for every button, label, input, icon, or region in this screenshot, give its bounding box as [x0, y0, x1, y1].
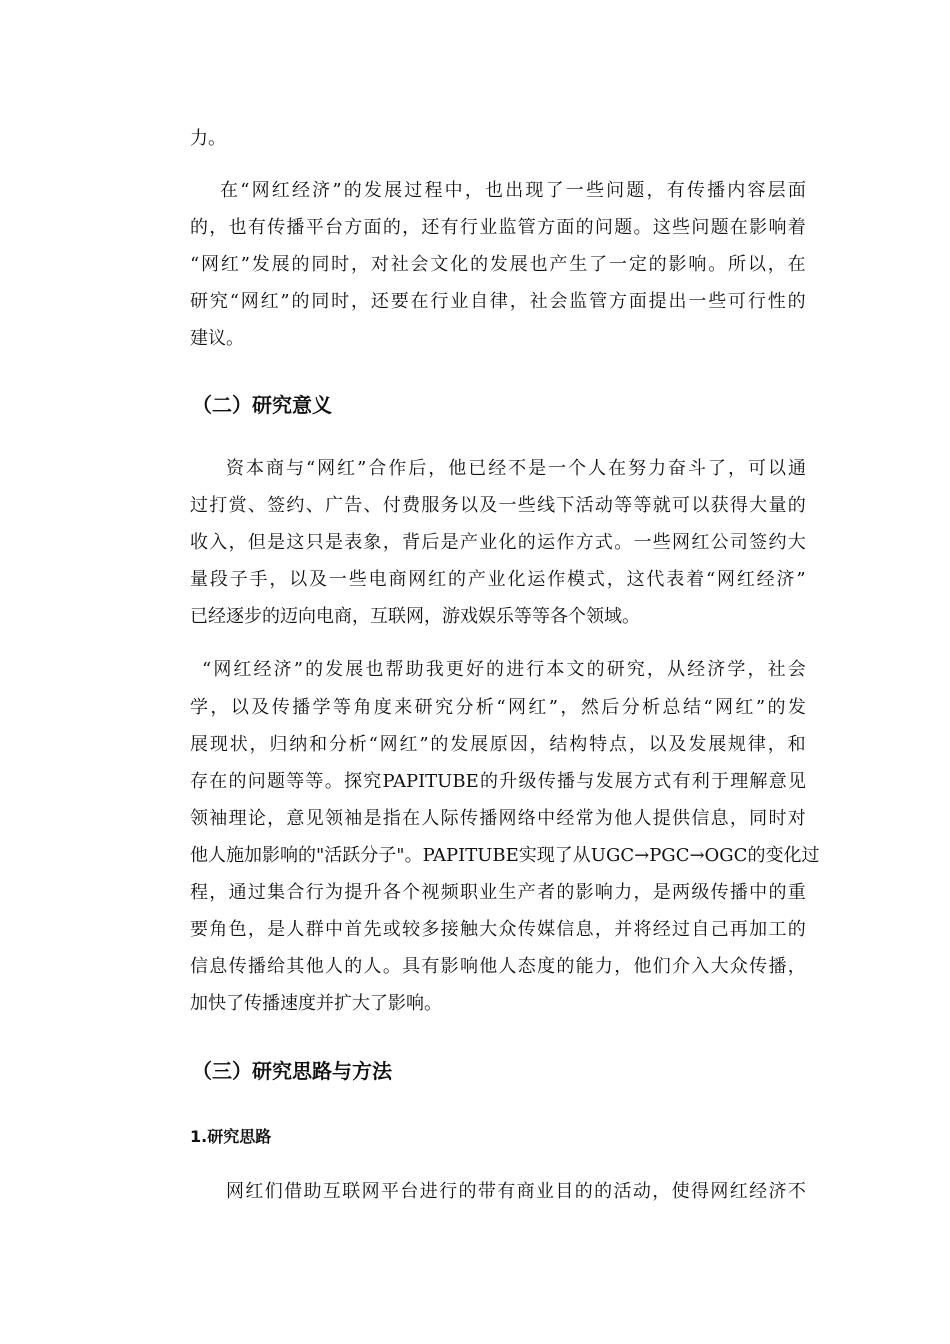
subsection-heading-approach: 1.研究思路 [190, 1127, 272, 1146]
paragraph-line: 的 ， 也 有 传 播 平 台 方 面 的 ， 还 有 行 业 监 管 方 面 的 问 题 。 这 些 问 题 在 影 响 着 [190, 217, 806, 238]
paragraph-line: 存 在 的 问 题 等 等 。 探 究 PAPITUBE 的 升 级 传 播 与 发 展 方 式 有 利 于 理 解 意 见 [190, 771, 806, 792]
paragraph-line: 加快了传播速度并扩大了影响。 [190, 993, 442, 1014]
paragraph-line: 学 ， 以 及 传 播 学 等 角 度 来 研 究 分 析 “ 网 红 ” ， 然 后 分 析 总 结 “ 网 红 ” 的 发 [190, 697, 806, 718]
paragraph-line: 领 袖 理 论 ， 意 见 领 袖 是 指 在 人 际 传 播 网 络 中 经 常 为 他 人 提 供 信 息 ， 同 时 对 [190, 808, 806, 829]
paragraph-line: 研 究 “ 网 红 ” 的 同 时 ， 还 要 在 行 业 自 律 ， 社 会 监 管 方 面 提 出 一 些 可 行 性 的 [190, 291, 806, 312]
paragraph-line: 过 打 赏 、 签 约 、 广 告 、 付 费 服 务 以 及 一 些 线 下 活 动 等 等 就 可 以 获 得 大 量 的 [190, 495, 806, 516]
paragraph-line: 他 人 施 加 影 响 的 " 活 跃 分 子 " 。 PAPITUBE 实 现 了 从 UGC→PGC→OGC 的 变 化 过 [190, 845, 820, 866]
paragraph-line: 资 本 商 与 “ 网 红 ” 合 作 后 ， 他 已 经 不 是 一 个 人 在 努 力 奋 斗 了 ， 可 以 通 [226, 458, 806, 479]
paragraph-line: 建议。 [190, 328, 244, 349]
paragraph-line: 展 现 状 ， 归 纳 和 分 析 “ 网 红 ” 的 发 展 原 因 ， 结 构 特 点 ， 以 及 发 展 规 律 ， 和 [190, 734, 806, 755]
paragraph-line: 已经逐步的迈向电商，互联网，游戏娱乐等等各个领域。 [190, 606, 640, 627]
paragraph-line: 要 角 色 ， 是 人 群 中 首 先 或 较 多 接 触 大 众 传 媒 信 息 ， 并 将 经 过 自 己 再 加 工 的 [190, 919, 806, 940]
paragraph-line: 信 息 传 播 给 其 他 人 的 人 。 具 有 影 响 他 人 态 度 的 能 力 ， 他 们 介 入 大 众 传 播 ， [190, 956, 806, 977]
paragraph-line: 网 红 们 借 助 互 联 网 平 台 进 行 的 带 有 商 业 目 的 的 活 动 ， 使 得 网 红 经 济 不 [226, 1181, 806, 1202]
section-heading-significance: （二）研究意义 [192, 393, 332, 417]
paragraph-line: “ 网 红 经 济 ” 的 发 展 也 帮 助 我 更 好 的 进 行 本 文 的 研 究 ， 从 经 济 学 ， 社 会 [202, 659, 806, 680]
paragraph-line: 程 ， 通 过 集 合 行 为 提 升 各 个 视 频 职 业 生 产 者 的 影 响 力 ， 是 两 级 传 播 中 的 重 [190, 882, 806, 903]
paragraph-line: 在 “ 网 红 经 济 ” 的 发 展 过 程 中 ， 也 出 现 了 一 些 问 题 ， 有 传 播 内 容 层 面 [220, 180, 806, 201]
section-heading-methods: （三）研究思路与方法 [192, 1059, 392, 1083]
paragraph-line: “ 网 红 ” 发 展 的 同 时 ， 对 社 会 文 化 的 发 展 也 产 生 了 一 定 的 影 响 。 所 以 ， 在 [190, 254, 806, 275]
paragraph-line: 量 段 子 手 ， 以 及 一 些 电 商 网 红 的 产 业 化 运 作 模 式 ， 这 代 表 着 “ 网 红 经 济 ” [190, 569, 806, 590]
paragraph-line: 力。 [190, 128, 226, 149]
paragraph-line: 收 入 ， 但 是 这 只 是 表 象 ， 背 后 是 产 业 化 的 运 作 方 式 。 一 些 网 红 公 司 签 约 大 [190, 532, 806, 553]
